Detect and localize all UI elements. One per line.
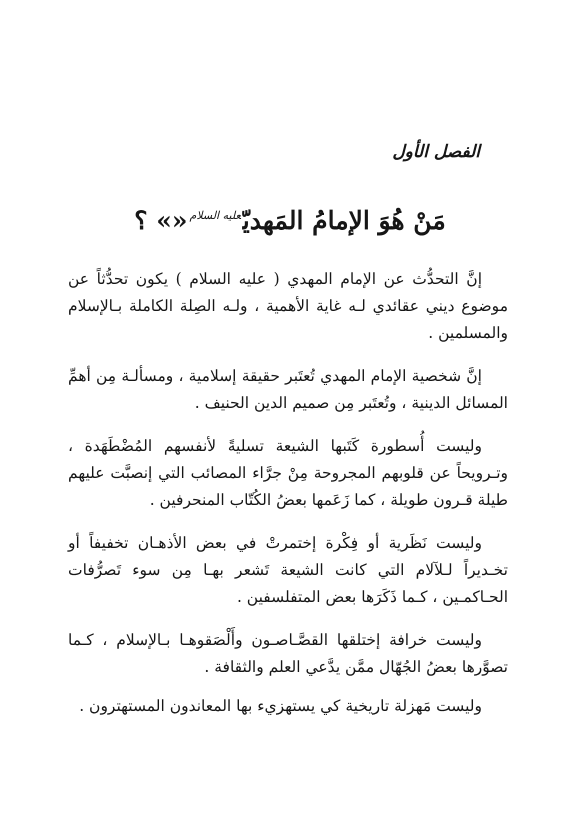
chapter-label: الفصل الأول: [392, 142, 480, 162]
paragraph-4: وليست نَظَرية أو فِكْرة إختمرتْ في بعض الأذهـان تخفيفاً أو تخـديراً لـلآلام التي كانت الشيعة تَشعر بهـا مِن سوء تَصرُّفات الحـاكمـين ، كـما ذَكَرَها بعض المتفلسفين .: [68, 534, 508, 606]
title-close-quote: »: [156, 206, 172, 235]
title-question-mark: ؟: [134, 206, 148, 235]
title-open-quote: «: [171, 206, 188, 235]
body-text: [68, 266, 508, 736]
paragraph-6: وليست مَهزلة تاريخية كي يستهزيء بها المعاندون المستهترون .: [79, 697, 482, 715]
page-title: [0, 206, 580, 235]
honorific-glyph: عليه السلام: [189, 209, 241, 222]
paragraph-1: إنَّ التحدُّث عن الإمام المهدي ( عليه السلام ) يكون تحدُّثاً عن موضوع ديني عقائدي لـه غاية الأهمية ، ولـه الصِلة الكاملة بـالإسلام والمسلمين .: [68, 270, 508, 342]
title-text: مَنْ هُوَ الإمامُ المَهديّ: [242, 206, 446, 235]
paragraph-2: إنَّ شخصية الإمام المهدي تُعتَبر حقيقة إسلامية ، ومسألـة مِن أهمِّ المسائل الدينية ، وتُعتَبر مِن صميم الدين الحنيف .: [68, 367, 508, 412]
paragraph-5: وليست خرافة إختلقها القصَّـاصـون وأَلْصَقوهـا بـالإسلام ، كـما تصوَّرها بعضُ الجُهّال ممَّن يدَّعي العلم والثقافة .: [68, 631, 508, 676]
paragraph-3: وليست أُسطورة كَتَبها الشيعة تسليةً لأنفسهم المُضْطَهَدة ، وتـرويحاً عن قلوبهم المجروحة مِنْ جرَّاء المصائب التي إنصبَّت عليهم طيلة قـرون طويلة ، كما زَعَمها بعضُ الكُتّاب المنحرفين .: [68, 437, 508, 509]
